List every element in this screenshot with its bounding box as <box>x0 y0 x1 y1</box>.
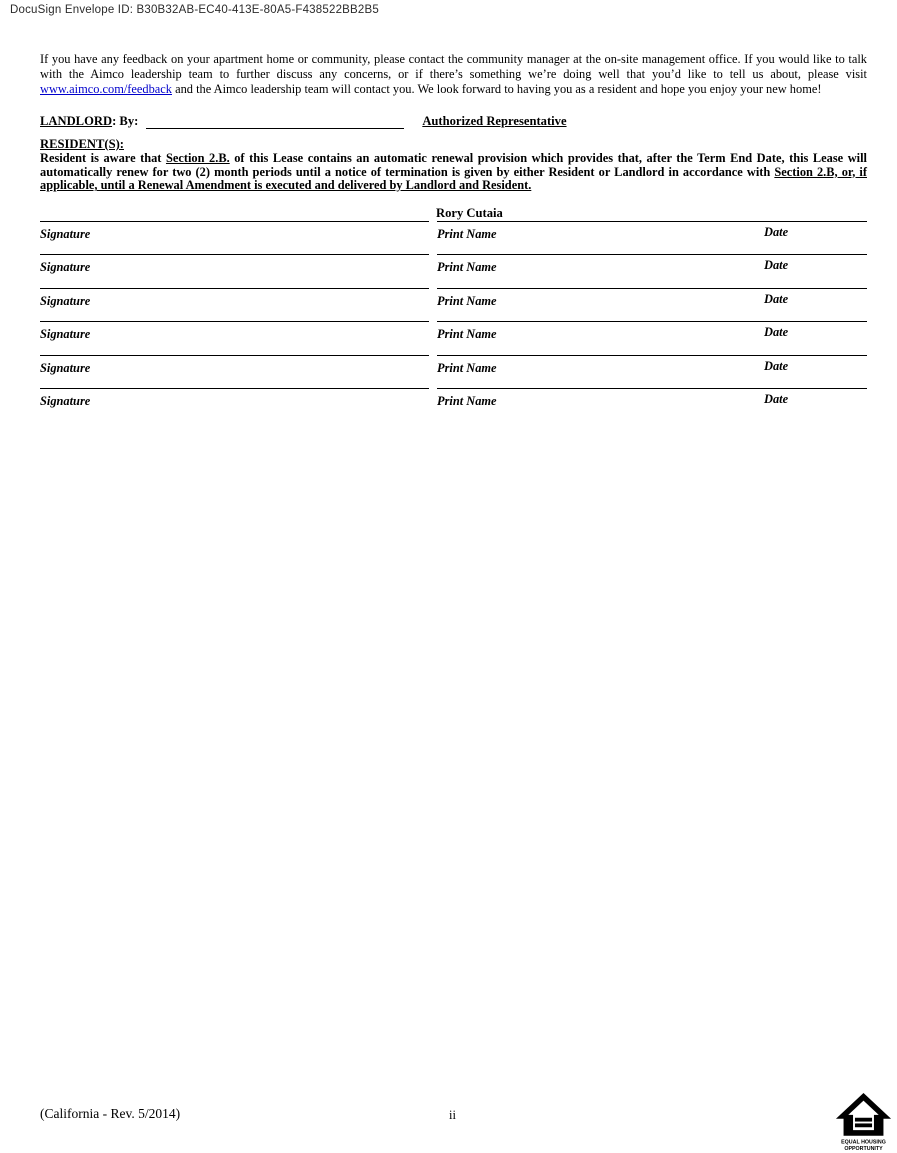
docusign-envelope-id: DocuSign Envelope ID: B30B32AB-EC40-413E-80A5-F438522BB2B5 <box>10 4 379 16</box>
aimco-feedback-link[interactable]: www.aimco.com/feedback <box>40 82 172 97</box>
print-name-date-line[interactable] <box>437 321 867 354</box>
date-label: Date <box>764 325 789 340</box>
signature-block <box>40 221 867 421</box>
landlord-signature-row <box>40 114 867 129</box>
signature-row <box>40 221 867 254</box>
authorized-representative-label: Authorized Representative <box>422 114 567 128</box>
renewal-clause-paragraph <box>40 152 867 193</box>
date-label: Date <box>764 358 789 373</box>
signature-row <box>40 254 867 287</box>
signature-line[interactable] <box>40 321 429 354</box>
landlord-label: LANDLORD: By: <box>40 114 139 128</box>
print-name-date-line[interactable] <box>437 388 867 421</box>
signature-row <box>40 388 867 421</box>
signature-row <box>40 321 867 354</box>
print-name-label: Print Name <box>437 260 497 275</box>
landlord-signature-line[interactable] <box>146 114 404 129</box>
print-name-label: Print Name <box>437 227 497 241</box>
date-label: Date <box>764 291 789 306</box>
renewal-underlined-clause: Section 2.B, or, if applicable, until a Renewal Amendment is executed and delivered by Landlord and Resident. <box>40 164 868 193</box>
print-name-label: Print Name <box>437 327 497 342</box>
renewal-text-2: of this Lease contains an automatic renewal provision which provides that, after the Term End Date, this Lease will automatically renew for two (2) month periods until a notice of termination is given by either Resident or Landlord in accordance with <box>40 151 867 179</box>
equal-housing-opportunity-icon <box>835 1092 892 1153</box>
print-name-label: Print Name <box>437 360 497 375</box>
signature-row <box>40 288 867 321</box>
signature-label: Signature <box>40 360 91 375</box>
date-label: Date <box>764 391 789 406</box>
print-name-date-line[interactable] <box>437 254 867 287</box>
signature-line[interactable] <box>40 355 429 388</box>
signature-label: Signature <box>40 227 91 241</box>
print-name-date-line[interactable] <box>437 288 867 321</box>
resident-printed-name: Rory Cutaia <box>436 206 503 220</box>
signature-line[interactable] <box>40 288 429 321</box>
signature-line[interactable] <box>40 221 429 254</box>
feedback-paragraph <box>40 52 867 98</box>
signature-label: Signature <box>40 327 91 342</box>
feedback-text-after-link: and the Aimco leadership team will contact you. We look forward to having you as a resident and hope you enjoy your new home! <box>172 82 822 97</box>
page-number: ii <box>449 1108 456 1122</box>
signature-line[interactable] <box>40 388 429 421</box>
date-label: Date <box>764 225 789 239</box>
renewal-text-1: Resident is aware that <box>40 151 166 165</box>
print-name-label: Print Name <box>437 393 497 408</box>
signature-label: Signature <box>40 393 91 408</box>
signature-label: Signature <box>40 293 91 308</box>
eho-text-line2: OPPORTUNITY <box>844 1146 883 1153</box>
signature-label: Signature <box>40 260 91 275</box>
section-2b-reference: Section 2.B. <box>165 151 230 165</box>
signature-line[interactable] <box>40 254 429 287</box>
date-label: Date <box>764 258 789 273</box>
revision-note: (California - Rev. 5/2014) <box>40 1106 181 1121</box>
print-name-label: Print Name <box>437 293 497 308</box>
print-name-date-line[interactable] <box>437 221 867 254</box>
feedback-text-before-link: If you have any feedback on your apartment home or community, please contact the community manager at the on-site management office. If you would like to talk with the Aimco leadership team to further discuss any concerns, or if there’s something we’re doing well that you’d like to tell us about, please visit <box>40 52 867 82</box>
signature-row <box>40 355 867 388</box>
eho-text-line1: EQUAL HOUSING <box>841 1139 886 1146</box>
residents-heading: RESIDENT(S): <box>40 137 124 151</box>
print-name-date-line[interactable] <box>437 355 867 388</box>
